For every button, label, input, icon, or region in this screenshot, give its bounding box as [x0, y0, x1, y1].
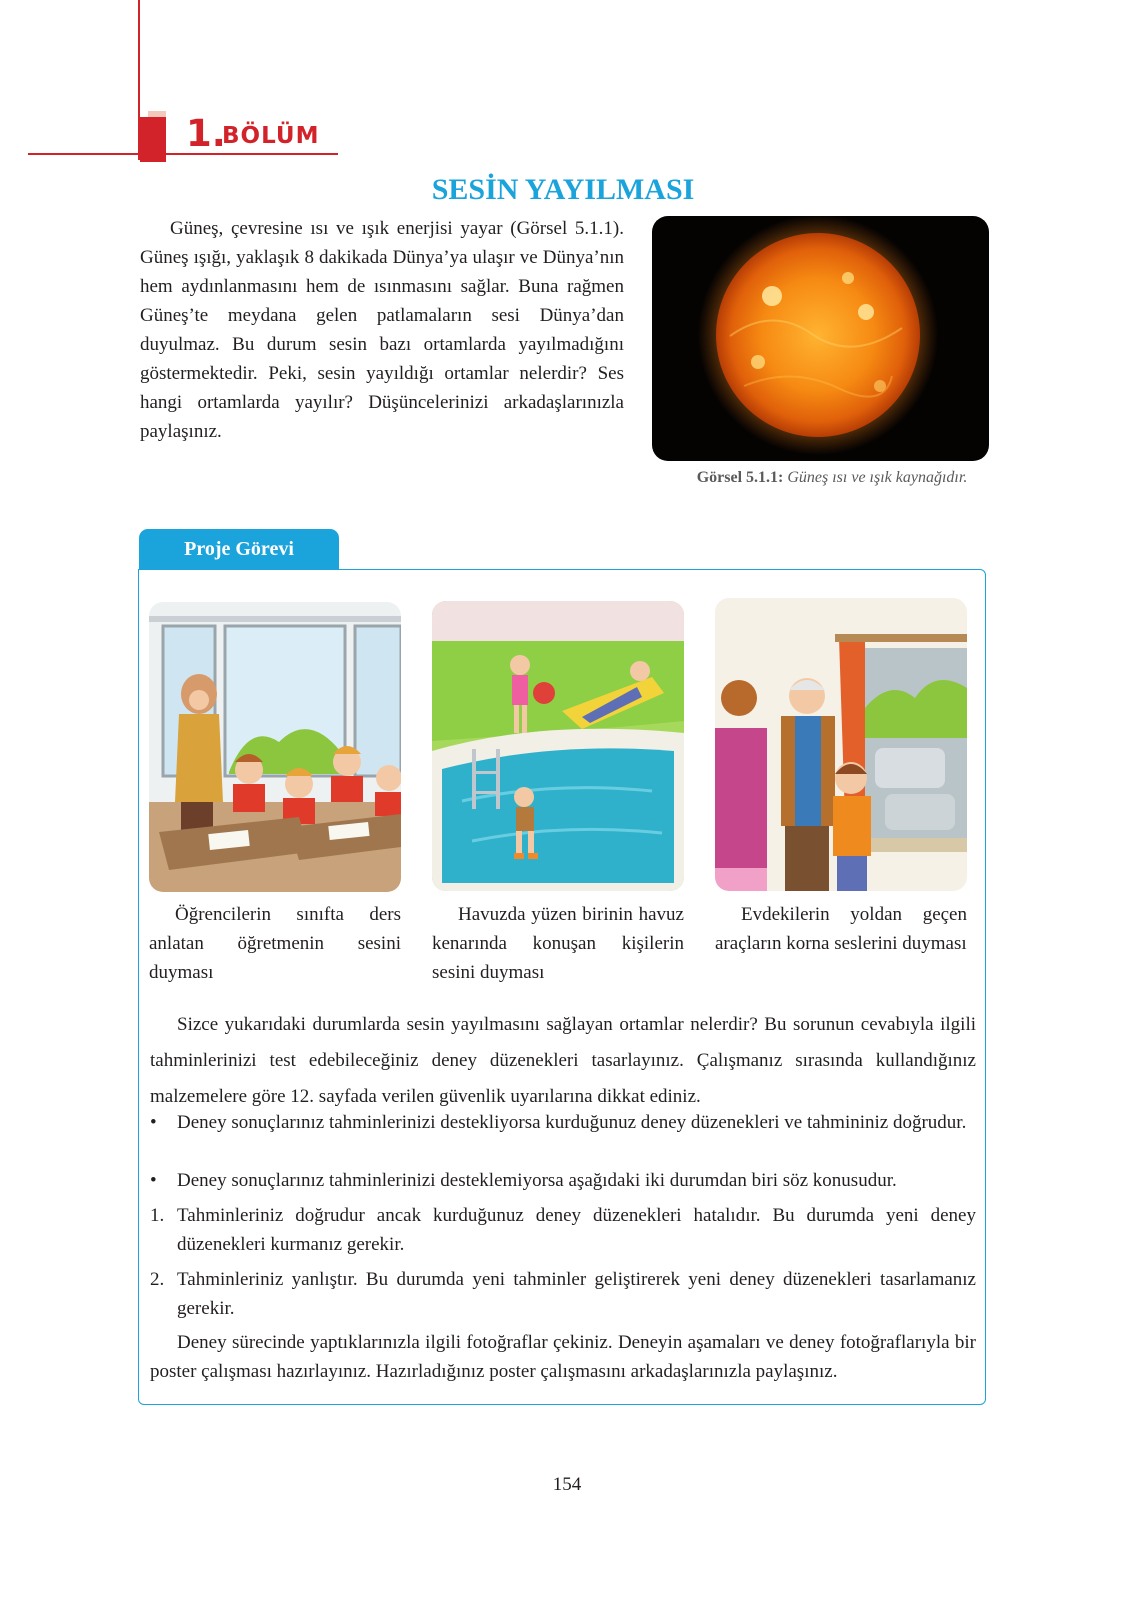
sun-photo — [652, 216, 989, 461]
project-paragraph-1: Sizce yukarıdaki durumlarda sesin yayılmasını sağlayan ortamlar nelerdir? Bu sorunun cevabıyla ilgili tahminlerinizi test edebileceğiniz deney düzenekleri tasarlayınız. Çalışmanız sırasında kullandığınız malzemelere göre 12. sayfada verilen güvenlik uyarılarına dikkat ediniz. — [150, 1014, 976, 1107]
bullet-text: Deney sonuçlarınız tahminlerinizi desteklemiyorsa aşağıdaki iki durumdan biri söz konusudur. — [177, 1170, 897, 1191]
bullet-text: Deney sonuçlarınız tahminlerinizi destekliyorsa kurduğunuz deney düzenekleri ve tahmininiz doğrudur. — [177, 1112, 967, 1133]
caption-classroom: Öğrencilerin sınıfta ders anlatan öğretmenin sesini duyması — [149, 904, 401, 983]
project-tab: Proje Görevi — [139, 529, 339, 569]
chapter-number: 1. — [186, 112, 226, 155]
numbered-item — [150, 1265, 976, 1323]
intro-paragraph: Güneş, çevresine ısı ve ışık enerjisi yayar (Görsel 5.1.1). Güneş ışığı, yaklaşık 8 dakikada Dünya’ya ulaşır ve Dünya’nın hem aydınlanmasını hem de ısınmasını sağlar. Buna rağmen Güneş’te meydana gelen patlamaların sesi Dünya’dan duyulmaz. Bu durum sesin bazı ortamlarda yayılmadığını göstermektedir. Peki, sesin yayıldığı ortamlar nelerdir? Ses hangi ortamlarda yayılır? Düşüncelerinizi arkadaşlarınızla paylaşınız. — [140, 218, 624, 442]
bullet-item — [150, 1108, 976, 1166]
figure-label: Görsel 5.1.1: — [696, 469, 784, 486]
figure-caption — [672, 466, 992, 489]
numbered-marker: 1. — [150, 1205, 165, 1226]
chapter-label: BÖLÜM — [222, 123, 320, 149]
page-number: 154 — [552, 1474, 582, 1495]
numbered-item — [150, 1201, 976, 1259]
caption-pool: Havuzda yüzen birinin havuz kenarında konuşan kişilerin sesini duyması — [432, 904, 684, 983]
bullet-item — [150, 1166, 976, 1195]
chapter-marker — [140, 117, 166, 162]
house-illustration — [715, 598, 967, 891]
bullet-icon: • — [150, 1170, 157, 1191]
pool-illustration — [432, 601, 684, 891]
bullet-icon: • — [150, 1112, 157, 1133]
caption-house: Evdekilerin yoldan geçen araçların korna seslerini duyması — [715, 904, 967, 954]
chapter-underline — [28, 153, 338, 155]
project-paragraph-2: Deney sürecinde yaptıklarınızla ilgili fotoğraflar çekiniz. Deneyin aşamaları ve deney fotoğraflarıyla bir poster çalışması hazırlayınız. Hazırladığınız poster çalışmasını arkadaşlarınızla paylaşınız. — [150, 1332, 976, 1382]
numbered-text: Tahminleriniz doğrudur ancak kurduğunuz deney düzenekleri hatalıdır. Bu durumda yeni deney düzenekleri kurmanız gerekir. — [177, 1205, 976, 1255]
classroom-illustration — [149, 602, 401, 892]
figure-text: Güneş ısı ve ışık kaynağıdır. — [787, 469, 968, 486]
numbered-marker: 2. — [150, 1269, 165, 1290]
numbered-text: Tahminleriniz yanlıştır. Bu durumda yeni tahminler geliştirerek yeni deney düzenekleri tasarlamanız gerekir. — [177, 1269, 976, 1319]
section-title: SESİN YAYILMASI — [431, 173, 695, 206]
